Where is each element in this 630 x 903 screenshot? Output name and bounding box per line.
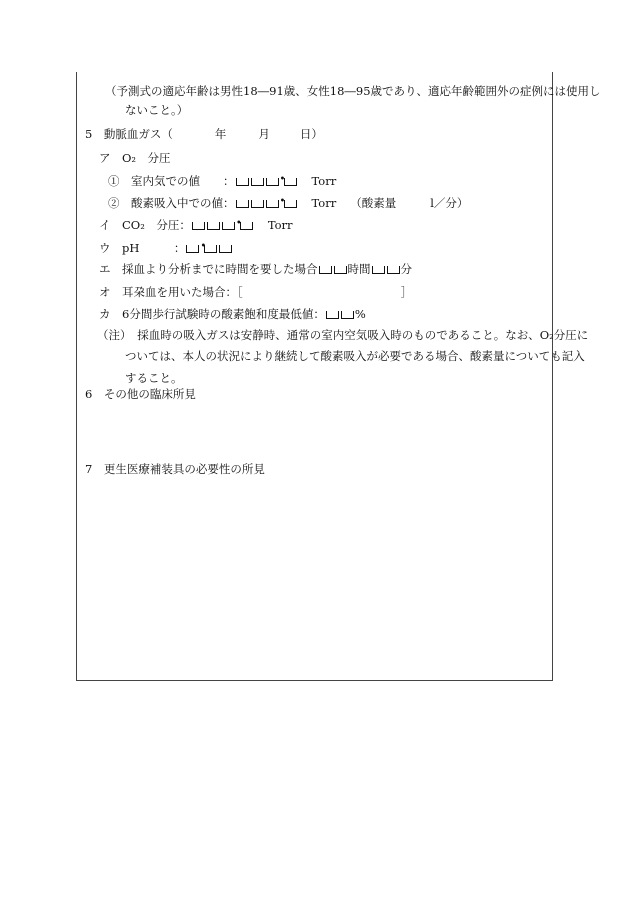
bracket-close: ］ xyxy=(400,285,413,299)
digit-box[interactable] xyxy=(266,178,279,186)
ph-row xyxy=(99,240,233,255)
digit-box[interactable] xyxy=(251,178,264,186)
percent-label: % xyxy=(354,307,366,321)
note-line-3: すること。 xyxy=(125,371,183,385)
co2-label: イ CO₂ 分圧： xyxy=(99,218,191,232)
digit-box[interactable] xyxy=(284,200,297,208)
room-air-label: ① 室内気での値 ： xyxy=(108,174,235,188)
oxygen-inhalation-label: ② 酸素吸入中での値： xyxy=(108,196,235,210)
digit-box[interactable] xyxy=(207,222,220,230)
digit-box[interactable] xyxy=(186,245,199,253)
ph-label: ウ pH ： xyxy=(99,241,186,255)
digit-box[interactable] xyxy=(341,311,354,319)
digit-box[interactable] xyxy=(387,266,400,274)
oxygen-inhalation-row xyxy=(108,195,468,210)
digit-box[interactable] xyxy=(284,178,297,186)
section-7-title: 7 更生医療補装具の必要性の所見 xyxy=(85,462,265,476)
decimal-point: • xyxy=(279,196,286,207)
digit-box[interactable] xyxy=(236,178,249,186)
age-note-cont: ないこと。） xyxy=(125,103,189,117)
section-5-label: 5 動脈血ガス（ xyxy=(85,127,173,141)
hours-label: 時間 xyxy=(347,262,371,276)
digit-box[interactable] xyxy=(236,200,249,208)
earlobe-blood-label: オ 耳朶血を用いた場合：［ xyxy=(99,285,243,299)
walk-test-row xyxy=(99,307,366,321)
month-label: 月 xyxy=(258,127,270,141)
co2-row xyxy=(99,217,293,232)
o2-pressure-heading: ア O₂ 分圧 xyxy=(99,151,171,165)
walk-test-label: カ 6分間歩行試験時の酸素飽和度最低値： xyxy=(99,307,325,321)
digit-box[interactable] xyxy=(266,200,279,208)
analysis-delay-label: エ 採血より分析までに時間を要した場合 xyxy=(99,262,318,276)
digit-box[interactable] xyxy=(372,266,385,274)
digit-box[interactable] xyxy=(251,200,264,208)
digit-box[interactable] xyxy=(319,266,332,274)
year-label: 年 xyxy=(214,127,227,141)
unit-torr: Torr xyxy=(311,174,337,188)
decimal-point: • xyxy=(200,241,207,252)
oxygen-amount-label: （酸素量 xyxy=(350,196,397,210)
day-label: 日） xyxy=(299,127,323,141)
note-line-1: （注） 採血時の吸入ガスは安静時、通常の室内空気吸入時のものであること。なお、O₂分圧に xyxy=(97,328,589,342)
section-5-title xyxy=(85,127,323,141)
digit-box[interactable] xyxy=(204,245,217,253)
digit-box[interactable] xyxy=(192,222,205,230)
section-6-title: 6 その他の臨床所見 xyxy=(85,387,196,401)
minutes-label: 分 xyxy=(400,262,412,276)
digit-box[interactable] xyxy=(326,311,339,319)
decimal-point: • xyxy=(235,218,242,229)
unit-torr: Torr xyxy=(311,196,337,210)
digit-box[interactable] xyxy=(334,266,347,274)
digit-box[interactable] xyxy=(222,222,235,230)
age-note: （予測式の適応年齢は男性18―91歳、女性18―95歳であり、適応年齢範囲外の症例には使用し xyxy=(105,84,601,98)
analysis-delay-row xyxy=(99,262,412,276)
note-line-2: ついては、本人の状況により継続して酸素吸入が必要である場合、酸素量についても記入 xyxy=(125,349,585,363)
unit-torr: Torr xyxy=(267,218,293,232)
decimal-point: • xyxy=(279,174,286,185)
digit-box[interactable] xyxy=(240,222,253,230)
earlobe-blood-row xyxy=(99,285,412,299)
oxygen-amount-unit: l／分） xyxy=(430,196,469,210)
digit-box[interactable] xyxy=(219,245,232,253)
room-air-row xyxy=(108,173,336,188)
